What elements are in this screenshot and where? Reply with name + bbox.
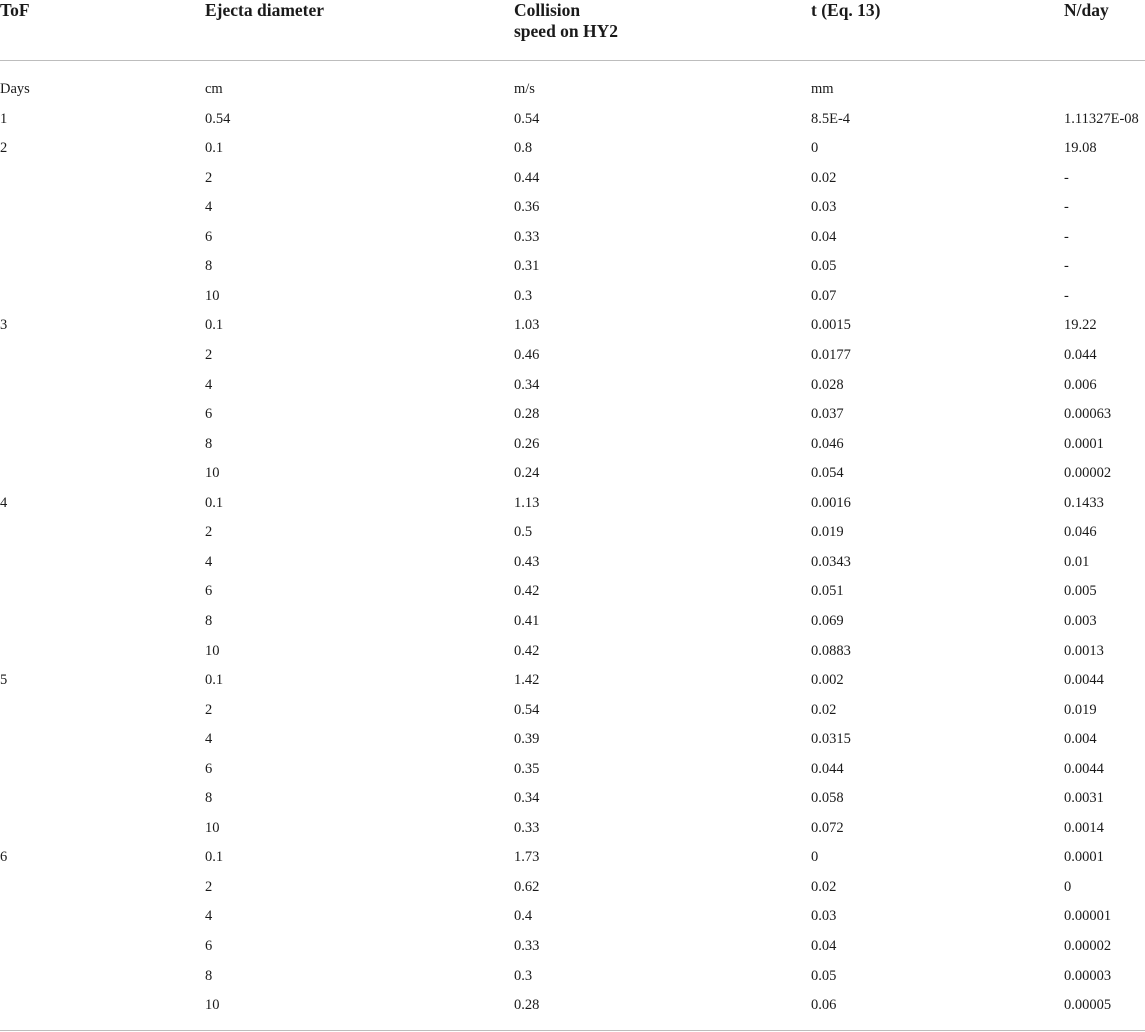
cell-collision-speed: 0.33 — [514, 938, 540, 954]
cell-ejecta-diameter: 0.1 — [205, 140, 224, 157]
cell-collision-speed: 0.24 — [514, 465, 540, 482]
cell-thickness: 0.03 — [811, 908, 837, 925]
cell-tof: 6 — [0, 849, 8, 866]
cell-collision-speed: 0.46 — [514, 346, 540, 363]
header-collision-speed — [514, 0, 618, 42]
cell-thickness: 0.04 — [811, 228, 837, 245]
cell-thickness: 0.058 — [811, 790, 844, 807]
cell-n-per-day: 0.00063 — [1064, 406, 1112, 423]
cell-thickness: 0.03 — [811, 199, 837, 216]
cell-n-per-day: 0.0044 — [1064, 760, 1104, 777]
header-line: ToF — [0, 0, 30, 20]
cell-ejecta-diameter: 10 — [205, 819, 220, 836]
cell-collision-speed: 0.26 — [514, 435, 540, 452]
cell-ejecta-diameter: cm — [205, 81, 223, 97]
cell-ejecta-diameter: 8 — [205, 967, 213, 984]
cell-ejecta-diameter: 8 — [205, 435, 213, 452]
cell-thickness: 0.0343 — [811, 553, 851, 570]
cell-n-per-day: 0 — [1064, 878, 1072, 895]
cell-n-per-day: - — [1064, 287, 1069, 304]
cell-collision-speed: 0.42 — [514, 642, 540, 659]
cell-tof: 2 — [0, 140, 8, 157]
cell-collision-speed: 0.39 — [514, 731, 540, 748]
cell-tof: 4 — [0, 494, 8, 511]
cell-tof: 5 — [0, 672, 8, 688]
cell-ejecta-diameter: 4 — [205, 553, 213, 570]
cell-thickness: 0.002 — [811, 672, 844, 688]
cell-thickness: 0.07 — [811, 287, 837, 304]
cell-ejecta-diameter: 0.1 — [205, 672, 224, 688]
cell-n-per-day: 0.0013 — [1064, 642, 1104, 659]
cell-ejecta-diameter: 2 — [205, 524, 213, 541]
header-line: N/day — [1064, 0, 1109, 20]
cell-thickness: 0.051 — [811, 583, 844, 600]
cell-n-per-day: 0.00002 — [1064, 465, 1112, 482]
cell-collision-speed: 1.03 — [514, 317, 540, 334]
cell-thickness: 0.04 — [811, 938, 837, 954]
cell-ejecta-diameter: 6 — [205, 228, 213, 245]
cell-ejecta-diameter: 0.1 — [205, 494, 224, 511]
cell-thickness: 0.0015 — [811, 317, 851, 334]
header-tof — [0, 0, 30, 21]
cell-ejecta-diameter: 0.54 — [205, 110, 231, 127]
cell-collision-speed: 0.5 — [514, 524, 533, 541]
cell-thickness: 0.046 — [811, 435, 844, 452]
cell-collision-speed: 0.36 — [514, 199, 540, 216]
cell-collision-speed: m/s — [514, 81, 535, 97]
header-line: Collision — [514, 0, 581, 20]
cell-collision-speed: 0.8 — [514, 140, 533, 157]
cell-n-per-day: 0.00005 — [1064, 997, 1112, 1014]
cell-n-per-day: 19.08 — [1064, 140, 1097, 157]
cell-n-per-day: 0.006 — [1064, 376, 1097, 393]
cell-tof: Days — [0, 81, 30, 97]
cell-thickness: 0.02 — [811, 169, 837, 186]
header-divider — [0, 60, 1145, 61]
cell-n-per-day: 0.044 — [1064, 346, 1097, 363]
cell-n-per-day: 0.00003 — [1064, 967, 1112, 984]
cell-collision-speed: 0.43 — [514, 553, 540, 570]
cell-ejecta-diameter: 10 — [205, 465, 220, 482]
cell-n-per-day: 0.005 — [1064, 583, 1097, 600]
cell-n-per-day: 0.1433 — [1064, 494, 1104, 511]
cell-thickness: 0.02 — [811, 878, 837, 895]
cell-ejecta-diameter: 8 — [205, 612, 213, 629]
cell-n-per-day: 0.01 — [1064, 553, 1090, 570]
cell-n-per-day: 0.00001 — [1064, 908, 1112, 925]
cell-thickness: 0.044 — [811, 760, 844, 777]
cell-ejecta-diameter: 8 — [205, 258, 213, 275]
cell-collision-speed: 0.33 — [514, 228, 540, 245]
header-line: t (Eq. 13) — [811, 0, 881, 20]
cell-collision-speed: 0.28 — [514, 406, 540, 423]
header-line: Ejecta diameter — [205, 0, 325, 20]
cell-thickness: 0 — [811, 849, 819, 866]
cell-thickness: 0.05 — [811, 967, 837, 984]
cell-thickness: 0.02 — [811, 701, 837, 718]
header-thickness — [811, 0, 881, 21]
cell-n-per-day: 0.0014 — [1064, 819, 1104, 836]
cell-collision-speed: 0.62 — [514, 878, 540, 895]
header-n-per-day — [1064, 0, 1109, 21]
cell-collision-speed: 0.34 — [514, 376, 540, 393]
cell-n-per-day: 0.0031 — [1064, 790, 1104, 807]
cell-n-per-day: 19.22 — [1064, 317, 1097, 334]
cell-n-per-day: 0.019 — [1064, 701, 1097, 718]
cell-collision-speed: 1.13 — [514, 494, 540, 511]
cell-thickness: 0 — [811, 140, 819, 157]
cell-collision-speed: 0.3 — [514, 287, 533, 304]
cell-thickness: 0.0883 — [811, 642, 851, 659]
table-bottom-rule — [0, 1030, 1145, 1031]
cell-thickness: 0.037 — [811, 406, 844, 423]
cell-thickness: mm — [811, 81, 834, 97]
header-line: speed on HY2 — [514, 21, 619, 41]
cell-ejecta-diameter: 2 — [205, 169, 213, 186]
cell-collision-speed: 0.4 — [514, 908, 533, 925]
cell-ejecta-diameter: 4 — [205, 731, 213, 748]
cell-thickness: 0.0315 — [811, 731, 851, 748]
cell-ejecta-diameter: 0.1 — [205, 849, 224, 866]
cell-thickness: 0.0177 — [811, 346, 851, 363]
cell-collision-speed: 1.73 — [514, 849, 540, 866]
cell-collision-speed: 1.42 — [514, 672, 540, 688]
cell-tof: 3 — [0, 317, 8, 334]
cell-n-per-day: 0.003 — [1064, 612, 1097, 629]
cell-tof: 1 — [0, 110, 8, 127]
cell-collision-speed: 0.31 — [514, 258, 540, 275]
cell-collision-speed: 0.54 — [514, 701, 540, 718]
cell-ejecta-diameter: 6 — [205, 938, 213, 954]
cell-n-per-day: - — [1064, 228, 1069, 245]
cell-ejecta-diameter: 6 — [205, 583, 213, 600]
cell-ejecta-diameter: 2 — [205, 878, 213, 895]
cell-ejecta-diameter: 10 — [205, 997, 220, 1014]
cell-n-per-day: 0.0001 — [1064, 435, 1104, 452]
cell-thickness: 0.019 — [811, 524, 844, 541]
cell-ejecta-diameter: 10 — [205, 287, 220, 304]
cell-collision-speed: 0.54 — [514, 110, 540, 127]
header-ejecta-diameter — [205, 0, 324, 21]
cell-n-per-day: 0.046 — [1064, 524, 1097, 541]
cell-collision-speed: 0.44 — [514, 169, 540, 186]
cell-collision-speed: 0.41 — [514, 612, 540, 629]
cell-n-per-day: 1.11327E-08 — [1064, 110, 1139, 127]
cell-collision-speed: 0.42 — [514, 583, 540, 600]
cell-n-per-day: 0.0001 — [1064, 849, 1104, 866]
cell-ejecta-diameter: 4 — [205, 199, 213, 216]
cell-thickness: 8.5E-4 — [811, 110, 851, 127]
cell-n-per-day: 0.004 — [1064, 731, 1097, 748]
cell-thickness: 0.054 — [811, 465, 844, 482]
cell-n-per-day: - — [1064, 199, 1069, 216]
cell-thickness: 0.06 — [811, 997, 837, 1014]
cell-ejecta-diameter: 8 — [205, 790, 213, 807]
cell-ejecta-diameter: 6 — [205, 406, 213, 423]
cell-ejecta-diameter: 2 — [205, 346, 213, 363]
cell-ejecta-diameter: 4 — [205, 908, 213, 925]
cell-collision-speed: 0.28 — [514, 997, 540, 1014]
cell-thickness: 0.028 — [811, 376, 844, 393]
cell-collision-speed: 0.33 — [514, 819, 540, 836]
cell-thickness: 0.0016 — [811, 494, 851, 511]
cell-thickness: 0.072 — [811, 819, 844, 836]
cell-thickness: 0.069 — [811, 612, 844, 629]
cell-collision-speed: 0.34 — [514, 790, 540, 807]
cell-ejecta-diameter: 2 — [205, 701, 213, 718]
cell-n-per-day: - — [1064, 258, 1069, 275]
cell-n-per-day: - — [1064, 169, 1069, 186]
cell-ejecta-diameter: 0.1 — [205, 317, 224, 334]
cell-collision-speed: 0.35 — [514, 760, 540, 777]
cell-ejecta-diameter: 4 — [205, 376, 213, 393]
cell-thickness: 0.05 — [811, 258, 837, 275]
cell-n-per-day: 0.00002 — [1064, 938, 1112, 954]
cell-ejecta-diameter: 10 — [205, 642, 220, 659]
cell-collision-speed: 0.3 — [514, 967, 533, 984]
cell-ejecta-diameter: 6 — [205, 760, 213, 777]
cell-n-per-day: 0.0044 — [1064, 672, 1104, 688]
